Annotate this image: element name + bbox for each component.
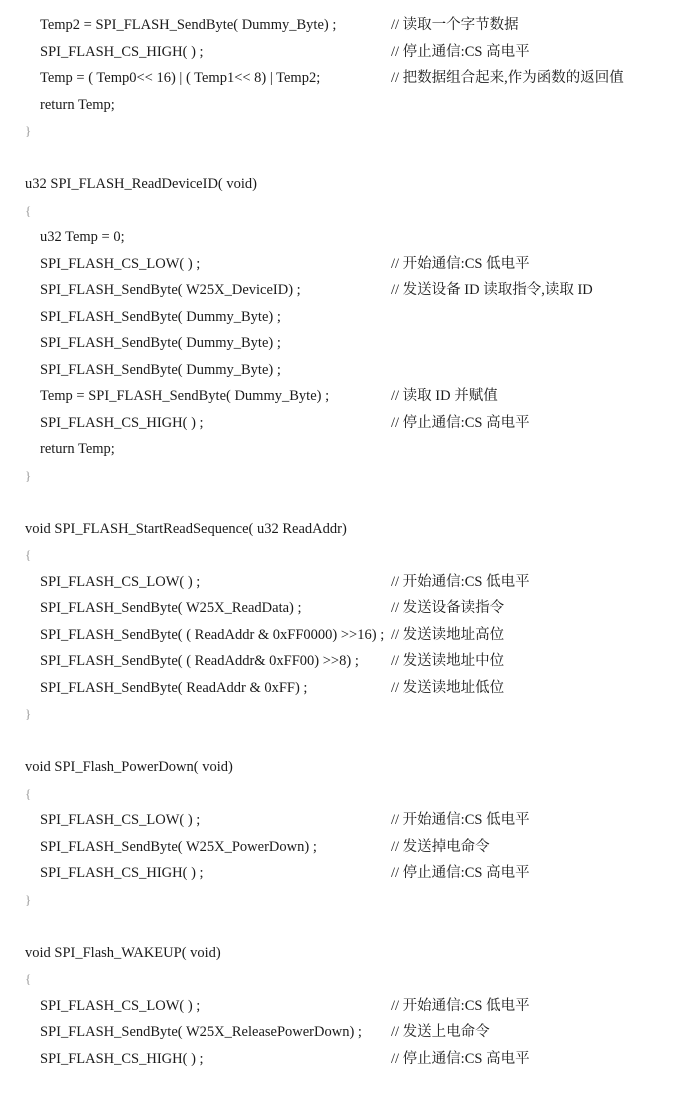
code-text: Temp = ( Temp0<< 16) | ( Temp1<< 8) | Temp2; <box>40 70 321 86</box>
code-line <box>0 701 696 727</box>
blank-line <box>0 913 696 939</box>
code-text: SPI_FLASH_SendByte( Dummy_Byte) ; <box>40 335 281 351</box>
code-line <box>0 463 696 489</box>
code-text: SPI_FLASH_CS_LOW( ) ; <box>40 255 201 272</box>
code-line <box>0 860 696 886</box>
code-text: SPI_FLASH_CS_LOW( ) ; <box>40 573 201 590</box>
brace: } <box>25 891 32 907</box>
code-text: SPI_FLASH_SendByte( W25X_DeviceID) ; <box>40 282 301 298</box>
code-text: SPI_FLASH_SendByte( Dummy_Byte) ; <box>40 308 281 325</box>
code-line <box>0 383 696 409</box>
code-text: SPI_FLASH_SendByte( ( ReadAddr& 0xFF00) >>8) ; <box>40 653 359 669</box>
code-line <box>0 198 696 224</box>
code-text: SPI_FLASH_SendByte( ( ReadAddr & 0xFF0000) >>16) ; <box>40 626 385 643</box>
code-comment: // 停止通信:CS 高电平 <box>391 43 530 60</box>
code-comment: // 发送设备 ID 读取指令,读取 ID <box>391 282 593 298</box>
code-comment: // 开始通信:CS 低电平 <box>391 573 530 590</box>
code-line <box>0 92 696 118</box>
code-comment: // 停止通信:CS 高电平 <box>391 865 530 881</box>
code-line <box>0 516 696 542</box>
code-comment: // 发送读地址低位 <box>391 679 505 696</box>
code-line <box>0 118 696 144</box>
code-line <box>0 330 696 356</box>
code-line <box>0 542 696 568</box>
code-comment: // 发送掉电命令 <box>391 838 490 855</box>
code-text: SPI_FLASH_CS_LOW( ) ; <box>40 997 201 1014</box>
code-line <box>0 622 696 648</box>
brace: { <box>25 547 32 562</box>
code-text: SPI_FLASH_SendByte( W25X_PowerDown) ; <box>40 838 317 855</box>
code-line <box>0 648 696 674</box>
code-line <box>0 277 696 303</box>
code-text: SPI_FLASH_CS_HIGH( ) ; <box>40 865 204 881</box>
code-line <box>0 39 696 65</box>
code-comment: // 发送上电命令 <box>391 1024 490 1040</box>
code-comment: // 发送设备读指令 <box>391 600 505 616</box>
code-line <box>0 595 696 621</box>
blank-line <box>0 489 696 515</box>
code-text: u32 Temp = 0; <box>40 229 125 245</box>
code-text: return Temp; <box>40 441 115 457</box>
code-comment: // 发送读地址中位 <box>391 653 505 669</box>
code-line <box>0 410 696 436</box>
code-line <box>0 781 696 807</box>
code-line <box>0 251 696 277</box>
code-comment: // 开始通信:CS 低电平 <box>391 997 530 1014</box>
code-line <box>0 304 696 330</box>
code-text: void SPI_Flash_WAKEUP( void) <box>25 944 221 961</box>
code-line <box>0 65 696 91</box>
code-line <box>0 966 696 992</box>
code-text: void SPI_FLASH_StartReadSequence( u32 ReadAddr) <box>25 520 347 537</box>
code-line <box>0 834 696 860</box>
brace: { <box>25 971 32 986</box>
code-comment: // 停止通信:CS 高电平 <box>391 1050 530 1067</box>
code-line <box>0 754 696 780</box>
code-line <box>0 993 696 1019</box>
code-line <box>0 224 696 250</box>
code-comment: // 读取一个字节数据 <box>391 17 519 33</box>
code-line <box>0 171 696 197</box>
brace: { <box>25 202 32 218</box>
code-comment: // 开始通信:CS 低电平 <box>391 812 530 828</box>
code-line <box>0 887 696 913</box>
code-text: Temp2 = SPI_FLASH_SendByte( Dummy_Byte) ; <box>40 17 337 33</box>
code-comment: // 停止通信:CS 高电平 <box>391 414 530 431</box>
blank-line <box>0 728 696 754</box>
code-text: SPI_FLASH_CS_HIGH( ) ; <box>40 1050 204 1067</box>
code-line <box>0 675 696 701</box>
code-text: SPI_FLASH_CS_LOW( ) ; <box>40 812 201 828</box>
code-text: SPI_FLASH_CS_HIGH( ) ; <box>40 43 204 60</box>
code-comment: // 读取 ID 并赋值 <box>391 388 498 404</box>
code-line <box>0 357 696 383</box>
code-text: u32 SPI_FLASH_ReadDeviceID( void) <box>25 176 257 192</box>
code-text: SPI_FLASH_CS_HIGH( ) ; <box>40 414 204 431</box>
code-line <box>0 436 696 462</box>
code-text: SPI_FLASH_SendByte( Dummy_Byte) ; <box>40 361 281 378</box>
code-line <box>0 1019 696 1045</box>
brace: } <box>25 123 32 138</box>
code-line <box>0 1046 696 1072</box>
code-line <box>0 807 696 833</box>
code-text: SPI_FLASH_SendByte( ReadAddr & 0xFF) ; <box>40 679 308 696</box>
code-line <box>0 940 696 966</box>
code-comment: // 把数据组合起来,作为函数的返回值 <box>391 70 624 86</box>
code-line <box>0 569 696 595</box>
blank-line <box>0 145 696 171</box>
code-comment: // 开始通信:CS 低电平 <box>391 255 530 272</box>
brace: } <box>25 706 32 721</box>
brace: } <box>25 467 32 483</box>
brace: { <box>25 785 32 801</box>
code-comment: // 发送读地址高位 <box>391 626 505 643</box>
code-line <box>0 12 696 38</box>
code-text: SPI_FLASH_SendByte( W25X_ReleasePowerDown) ; <box>40 1024 362 1040</box>
code-text: void SPI_Flash_PowerDown( void) <box>25 759 233 775</box>
code-text: Temp = SPI_FLASH_SendByte( Dummy_Byte) ; <box>40 388 330 404</box>
code-text: return Temp; <box>40 96 115 113</box>
code-text: SPI_FLASH_SendByte( W25X_ReadData) ; <box>40 600 302 616</box>
